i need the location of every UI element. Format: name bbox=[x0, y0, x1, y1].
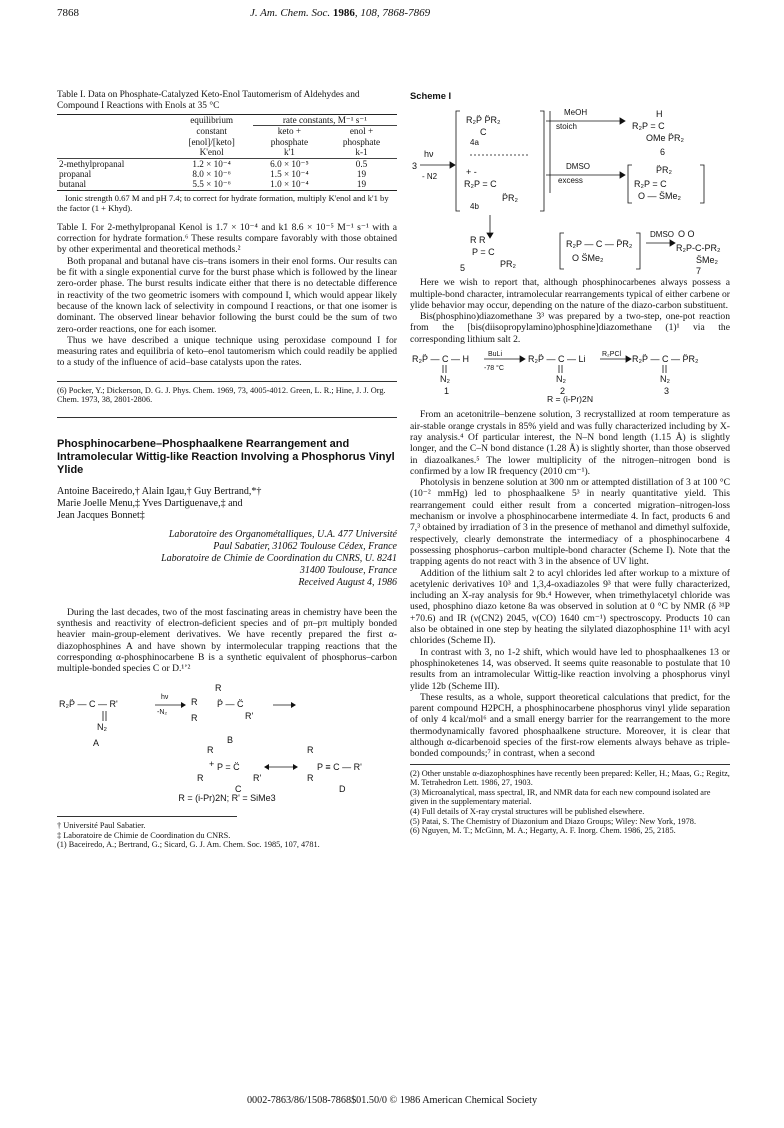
svg-text:R: R bbox=[307, 744, 314, 755]
svg-text:4b: 4b bbox=[470, 202, 479, 212]
compound-label: 3 bbox=[664, 386, 670, 395]
col-eq-header-2: constant bbox=[196, 126, 227, 137]
table-cell: 1.2 × 10⁻⁴ bbox=[192, 158, 231, 169]
struct-a-formula: R₂P̈ — C — R' bbox=[59, 698, 118, 709]
svg-text:R₂P-C-PR₂: R₂P-C-PR₂ bbox=[676, 243, 721, 254]
table-cell: propanal bbox=[59, 169, 92, 180]
svg-text:R₂P = C: R₂P = C bbox=[464, 179, 497, 190]
structures-abcd-diagram bbox=[57, 681, 397, 793]
svg-text:R₂P̈ — C — P̈R₂: R₂P̈ — C — P̈R₂ bbox=[632, 354, 699, 365]
col-eq-header-4: K'enol bbox=[199, 147, 224, 158]
table-cell: 2-methylpropanal bbox=[59, 158, 125, 169]
svg-text:R R: R R bbox=[470, 235, 486, 246]
paragraph: In contrast with 3, no 1-2 shift, which would have led to phosphaalkenes 13 or phosphinoketenes 14, was observed. It seems quite reasonable to postulate that 10 results from an intramolecular Wittig-like reaction involving a phosphorus vinyl ylide 12b (Scheme III). bbox=[410, 646, 730, 692]
svg-text:MeOH: MeOH bbox=[564, 108, 588, 118]
authors-line: Marie Joelle Menu,‡ Yves Dartiguenave,‡ and bbox=[57, 497, 243, 509]
svg-text:DMSO: DMSO bbox=[566, 162, 590, 172]
author-list bbox=[57, 486, 397, 522]
table-cell: 19 bbox=[356, 179, 367, 190]
scheme-i-diagram bbox=[410, 103, 730, 275]
svg-text:R₂P — C — P̈R₂: R₂P — C — P̈R₂ bbox=[566, 239, 633, 250]
affiliation-line: 31400 Toulouse, France bbox=[299, 564, 397, 576]
footnote: (2) Other unstable α-diazophosphines have recently been prepared: Keller, H.; Maas, G.; Regitz, M. Tetrahedron Lett. 1986, 27, 1903. bbox=[410, 768, 730, 788]
svg-text:P ≡ C — R': P ≡ C — R' bbox=[317, 761, 362, 772]
svg-text:R': R' bbox=[253, 772, 262, 783]
footnote-divider bbox=[57, 381, 397, 382]
svg-text:excess: excess bbox=[558, 176, 583, 186]
right-column bbox=[410, 25, 730, 836]
label-a: A bbox=[93, 737, 100, 748]
affiliation-line: Laboratoire de Chimie de Coordination du CNRS, U. 8241 bbox=[161, 552, 397, 564]
article-divider bbox=[57, 417, 397, 418]
page-footer: 0002-7863/86/1508-7868$01.50/0 © 1986 American Chemical Society bbox=[246, 1095, 538, 1106]
svg-text:O S̈Me₂: O S̈Me₂ bbox=[572, 253, 604, 264]
paragraph: Table I. For 2-methylpropanal Kenol is 1.7 × 10⁻⁴ and k1 8.6 × 10⁻⁵ M⁻¹ s⁻¹ with a correction for hydrate formation.⁶ These results compare favorably with those obtained by other experimental and theoretical methods.² bbox=[57, 221, 397, 256]
svg-text:R: R bbox=[307, 772, 314, 783]
svg-text:R₂P̈ P̈R₂: R₂P̈ P̈R₂ bbox=[466, 115, 501, 126]
svg-text:O O: O O bbox=[678, 229, 695, 240]
footnote: (4) Full details of X-ray crystal structures will be published elsewhere. bbox=[410, 806, 645, 816]
svg-text:R₂P = C: R₂P = C bbox=[632, 121, 665, 132]
svg-text:R: R bbox=[215, 682, 222, 693]
paragraph: During the last decades, two of the most fascinating areas in chemistry have been the synthesis and reactivity of electron-deficient species and of pπ–pπ multiply bonded heavier main-group-element derivatives. We have recently prepared the first α-diazophosphines A and have shown by intermolecular trapping reactions that the corresponding α-phosphinocarbene B is a synthetic equivalent of phosphorus–carbon multiple-bonded species C or D.¹ʼ² bbox=[57, 606, 397, 675]
svg-text:P̈R₂: P̈R₂ bbox=[656, 165, 672, 176]
affiliation-line: Laboratoire des Organométalliques, U.A. 477 Université bbox=[168, 528, 397, 540]
table-cell: 6.0 × 10⁻⁵ bbox=[270, 158, 309, 169]
svg-text:-78 °C: -78 °C bbox=[484, 365, 504, 373]
rate-constants-header: rate constants, M⁻¹ s⁻¹ bbox=[253, 115, 397, 126]
svg-text:R₂P̈ — C — Li: R₂P̈ — C — Li bbox=[528, 354, 586, 365]
table-cell: 0.5 bbox=[355, 158, 368, 169]
svg-text:3: 3 bbox=[412, 161, 418, 172]
footnote: (6) Nguyen, M. T.; McGinn, M. A.; Hegarty, A. F. Inorg. Chem. 1986, 25, 2185. bbox=[410, 826, 676, 836]
svg-text:4a: 4a bbox=[470, 138, 479, 148]
table-cell: 8.0 × 10⁻⁶ bbox=[192, 169, 231, 180]
affiliation-line: Paul Sabatier, 31062 Toulouse Cédex, France bbox=[213, 540, 397, 552]
lithiation-scheme bbox=[410, 348, 730, 394]
footnote: (3) Microanalytical, mass spectral, IR, and NMR data for each new compound isolated are given in the supplementary material. bbox=[410, 787, 711, 807]
compound-label: 1 bbox=[444, 386, 450, 395]
col-enol-header-3: k-1 bbox=[355, 147, 368, 158]
svg-text:R': R' bbox=[245, 710, 254, 721]
svg-text:+: + bbox=[209, 758, 215, 769]
col-eq-header-1: equilibrium bbox=[190, 115, 234, 126]
col-keto-header-3: k'1 bbox=[284, 147, 295, 158]
svg-text:P = C: P = C bbox=[472, 247, 495, 258]
svg-text:N₂: N₂ bbox=[97, 721, 107, 732]
r-definition: R = (i-Pr)2N bbox=[546, 394, 594, 405]
col-keto-header-2: phosphate bbox=[270, 136, 309, 147]
paragraph: From an acetonitrile–benzene solution, 3 recrystallized at room temperature as air-stable orange crystals in 85% yield and was fully characterized including by X-ray analysis.⁴ Of particular interest, the N–N bond length (1.15 Å) is slightly longer, and the C–N bond distance (1.28 Å) is slightly shorter, than those observed in diazoalkanes.⁵ The lower multiplicity of the nitrogen–nitrogen bond is confirmed by a low IR frequency (2010 cm⁻¹). bbox=[410, 409, 730, 477]
svg-text:OMe P̈R₂: OMe P̈R₂ bbox=[646, 133, 684, 144]
compound-label: 2 bbox=[560, 386, 566, 395]
footnote: (5) Patai, S. The Chemistry of Diazonium and Diazo Groups; Wiley: New York, 1978. bbox=[410, 816, 697, 826]
data-table bbox=[57, 114, 397, 191]
svg-text:- N2: - N2 bbox=[422, 172, 438, 182]
journal-year: 1986 bbox=[332, 7, 355, 19]
footnote: † Université Paul Sabatier. bbox=[57, 820, 146, 830]
journal-name: J. Am. Chem. Soc. bbox=[250, 7, 331, 19]
paragraph: Here we wish to report that, although phosphinocarbenes always possess a multiple-bond character, intramolecular rearrangements typical of either carbene or ylide behavior may occur, depending on the nature of the diazo-carbon substituent. bbox=[410, 277, 730, 311]
table-caption: Table I. Data on Phosphate-Catalyzed Keto-Enol Tautomerism of Aldehydes and Compound I Reactions with Enols at 35 °C bbox=[57, 90, 360, 111]
svg-text:H: H bbox=[656, 109, 663, 120]
paragraph: These results, as a whole, support theoretical calculations that predict, for the parent compound H2PCH, a phosphinocarbene phosphorus vinyl ylide separation of only 4 kcal/mol⁶ and a small energy barrier for the rearrangement to the more thermodynamically favored phosphaalkene structure. Moreover, it is clear that although α-dicarbenoid species of the first-row elements always behave as triple-bonded compounds;⁷ in contrast, when a second bbox=[410, 691, 730, 760]
label-c: C bbox=[235, 783, 242, 793]
footnote: ‡ Laboratoire de Chimie de Coordination du CNRS. bbox=[57, 830, 231, 840]
scheme-abcd-caption: R = (i-Pr)2N; R' = SiMe3 bbox=[178, 792, 276, 803]
svg-text:C: C bbox=[480, 127, 487, 138]
table-cell: 19 bbox=[356, 169, 367, 180]
affiliations bbox=[57, 529, 397, 577]
svg-text:5: 5 bbox=[460, 263, 466, 274]
paragraph: Addition of the lithium salt 2 to acyl chlorides led after workup to a mixture of acetylenic derivatives 10³ and 1,3,4-oxadiazoles 9³ that were fully characterized, including an X-ray analysis for 9b.⁴ However, when trimethylacetyl chloride was used, phosphino diazo ketone 8a was observed in solution at 0 °C by NMR (δ ³¹P +70.6) and IR (ν(CN2) 2045, ν(CO) 1640 cm⁻¹) spectroscopy. Products 10 can also be obtained in one step by heating the silylated diazophosphine 11¹ with acyl chlorides (Scheme II). bbox=[410, 567, 730, 647]
footnote: (1) Baceiredo, A.; Bertrand, G.; Sicard, G. J. Am. Chem. Soc. 1985, 107, 4781. bbox=[57, 840, 320, 850]
svg-text:R: R bbox=[191, 696, 198, 707]
authors-line: Jean Jacques Bonnet‡ bbox=[57, 509, 145, 521]
svg-text:hν: hν bbox=[161, 693, 169, 701]
paragraph: Both propanal and butanal have cis–trans isomers in their enol forms. Our results can be fit with a single exponential curve for the burst phase which is followed by the linear zero-order phase. The burst results indicate either that there is no detectable difference in reactivity of the two geometric isomers with compound I, which would appear likely because of the known lack of selectivity in compound I reactions, or that one isomer is dominant. The observed linear behavior following the burst could be the sum of two zero-order reactions, one for each isomer. bbox=[57, 255, 397, 335]
label-d: D bbox=[339, 783, 346, 793]
col-enol-header-2: phosphate bbox=[342, 136, 381, 147]
paragraph: Thus we have described a unique technique using peroxidase compound I for measuring rates and equilibria of keto–enol tautomerism which could readily be applied to a study of the influence of acid–base catalysts upon the rates. bbox=[57, 334, 397, 369]
label-b: B bbox=[227, 734, 234, 745]
svg-text:6: 6 bbox=[660, 147, 666, 158]
footnote: (6) Pocker, Y.; Dickerson, D. G. J. Phys. Chem. 1969, 73, 4005-4012. Green, L. R.; Hine, J. J. Org. Chem. 1973, 38, 2801-2806. bbox=[57, 385, 386, 405]
footnote-divider bbox=[57, 816, 237, 817]
paragraph: Photolysis in benzene solution at 300 nm or attempted distillation of 3 at 100 °C (10⁻² mmHg) led to phosphaalkene 5³ in nearly quantitative yield. This rearrangement could either result from a concerted migration–nitrogen-loss mechanism or involve a phosphinocarbene intermediate 4. In fact, products 6 and 7,³ obtained by irradiation of 3 in the presence of methanol and dimethyl sulfoxide, respectively, clearly demonstrate the intermediacy of a phosphinocarbene 4 possessing phosphorus–carbon multiple-bond character (Scheme I). Note that the trapping agents do not react with 3 in the absence of UV light. bbox=[410, 477, 730, 568]
scheme-title: Scheme I bbox=[410, 90, 452, 101]
svg-text:hν: hν bbox=[424, 149, 434, 160]
paragraph: Bis(phosphino)diazomethane 3³ was prepared by a two-step, one-pot reaction from the [bis(diisopropylamino)phosphine]diazomethane (1)¹ via the corresponding lithium salt 2. bbox=[410, 311, 730, 345]
svg-text:P = C̈: P = C̈ bbox=[217, 761, 240, 772]
svg-text:PR₂: PR₂ bbox=[500, 259, 516, 270]
table-footnote: Ionic strength 0.67 M and pH 7.4; to correct for hydrate formation, multiply K'enol and k'1 by the factor (1 + Khyd). bbox=[57, 192, 389, 213]
svg-text:N₂: N₂ bbox=[440, 374, 450, 385]
article-title: Phosphinocarbene–Phosphaalkene Rearrangement and Intramolecular Wittig-like Reaction Involving a Phosphorus Vinyl Ylide bbox=[57, 437, 395, 476]
table-cell: 1.0 × 10⁻⁴ bbox=[270, 179, 309, 190]
svg-text:DMSO: DMSO bbox=[650, 230, 674, 240]
svg-text:N₂: N₂ bbox=[660, 374, 670, 385]
col-keto-header-1: keto + bbox=[277, 126, 302, 137]
left-column bbox=[57, 25, 397, 850]
page-number: 7868 bbox=[57, 7, 79, 19]
svg-text:P̈R₂: P̈R₂ bbox=[502, 193, 518, 204]
table-cell: butanal bbox=[59, 179, 87, 190]
table-cell: 5.5 × 10⁻⁶ bbox=[192, 179, 231, 190]
journal-citation: , 108, 7868-7869 bbox=[354, 7, 431, 19]
received-date: Received August 4, 1986 bbox=[298, 576, 397, 588]
running-header bbox=[250, 8, 430, 19]
col-eq-header-3: [enol]/[keto] bbox=[188, 136, 235, 147]
table-cell: 1.5 × 10⁻⁴ bbox=[270, 169, 309, 180]
svg-text:R₂P = C: R₂P = C bbox=[634, 179, 667, 190]
svg-text:R₂PCl: R₂PCl bbox=[602, 351, 622, 359]
svg-text:R₂P̈ — C — H: R₂P̈ — C — H bbox=[412, 354, 469, 365]
svg-text:BuLi: BuLi bbox=[488, 351, 503, 359]
svg-text:stoich: stoich bbox=[556, 122, 577, 132]
svg-text:P̈ — C̈: P̈ — C̈ bbox=[217, 698, 244, 709]
svg-text:R: R bbox=[197, 772, 204, 783]
authors-line: Antoine Baceiredo,† Alain Igau,† Guy Bertrand,*† bbox=[57, 485, 262, 497]
svg-text:R: R bbox=[191, 712, 198, 723]
svg-text:-N₂: -N₂ bbox=[157, 708, 168, 716]
svg-text:O — S̈Me₂: O — S̈Me₂ bbox=[638, 191, 682, 202]
svg-text:7: 7 bbox=[696, 266, 702, 276]
col-enol-header-1: enol + bbox=[349, 126, 374, 137]
svg-text:+ -: + - bbox=[466, 167, 477, 178]
svg-text:N₂: N₂ bbox=[556, 374, 566, 385]
svg-text:R: R bbox=[207, 744, 214, 755]
svg-text:S̈Me₂: S̈Me₂ bbox=[696, 255, 718, 266]
footnote-divider bbox=[410, 764, 730, 765]
